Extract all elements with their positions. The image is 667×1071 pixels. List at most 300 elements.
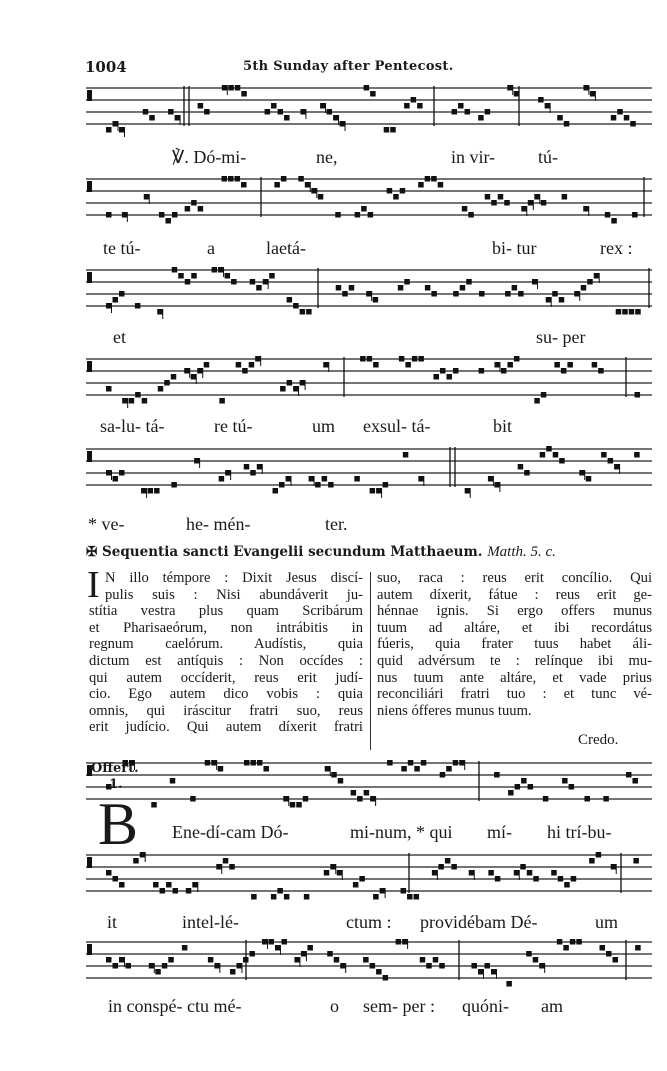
lyric-syllable: sem- per : [363,996,435,1016]
neume-note [340,963,346,969]
text-line: tuum ad altáre, et ibi recordátus [377,619,652,636]
neume-note [194,458,200,464]
chant-staff [86,445,652,501]
neume-note [494,772,500,778]
neume-note [494,482,500,488]
text-line: et Pharisaeórum, non intrábitis in [89,619,363,636]
neume-note [160,888,166,894]
neume-note [135,303,141,309]
neume-note [303,796,309,802]
neume-note [278,109,284,115]
neume-note [300,309,306,315]
neume-note [219,398,225,404]
neume-note [141,488,147,494]
neume-note [387,188,393,194]
lyric-syllable: in vir- [451,147,496,167]
neume-note [230,969,236,975]
neume-note [311,188,317,194]
neume-note [373,297,379,303]
neume-note [453,368,459,374]
text-line: omnis, qui iráscitur fratri suo, reus [89,702,363,719]
neume-note [632,778,638,784]
lyric-syllable: ter. [325,514,348,534]
neume-note [244,760,250,766]
neume-note [106,386,112,392]
neume-note [459,760,465,766]
neume-note [453,291,459,297]
neume-note [590,91,596,97]
lyric-syllable: rex : [600,238,633,258]
neume-note [184,368,190,374]
neume-note [539,963,545,969]
neume-note [527,870,533,876]
page-number: 1004 [85,58,127,76]
neume-note [426,963,432,969]
text-line: regnum caelórum. Audístis, quia [89,636,363,653]
neume-note [225,273,231,279]
lyric-syllable: te tú- [103,238,141,258]
neume-note [250,470,256,476]
neume-note [269,273,275,279]
neume-note [418,476,424,482]
neume-note [440,368,446,374]
neume-note [165,218,171,224]
neume-note [390,127,396,133]
neume-note [290,802,296,808]
neume-note [250,279,256,285]
neume-note [353,882,359,888]
offertory-mode: 1. [109,777,123,792]
neume-note [533,876,539,882]
neume-note [557,939,563,945]
text-line: qui autem occíderit, reus erit judí- [89,669,363,686]
neume-note [403,452,409,458]
lyric-syllable: a [207,238,215,258]
lyric-syllable: bi- tur [492,238,537,258]
neume-note [192,882,198,888]
neume-note [263,279,269,285]
neume-note [330,864,336,870]
neume-note [309,476,315,482]
neume-note [399,356,405,362]
neume-note [552,291,558,297]
neume-note [520,864,526,870]
clef-mark [87,857,92,868]
clef-mark [87,272,92,283]
neume-note [171,374,177,380]
neume-note [342,291,348,297]
neume-note [488,476,494,482]
neume-note [168,109,174,115]
neume-note [411,97,417,103]
offertory-initial: B [98,791,139,857]
clef-mark [87,181,92,192]
gospel-heading-text: ✠ Sequentia sancti Evangelii secundum Matthaeum. [86,544,483,560]
neume-note [401,766,407,772]
neume-note [154,488,160,494]
neume-note [438,182,444,188]
lyric-syllable: su- per [536,327,586,347]
neume-note [338,778,344,784]
gospel-reference: Matth. 5. c. [487,544,556,560]
neume-note [370,488,376,494]
lyric-syllable: ne, [316,147,338,167]
neume-note [173,888,179,894]
neume-note [256,285,262,291]
neume-note [265,109,271,115]
neume-note [594,273,600,279]
neume-note [402,939,408,945]
neume-note [322,476,328,482]
neume-note [601,452,607,458]
neume-note [357,796,363,802]
neume-note [589,858,595,864]
neume-note [405,362,411,368]
neume-note [228,176,234,182]
neume-note [366,291,372,297]
column-divider [370,572,371,750]
neume-note [431,291,437,297]
neume-note [494,362,500,368]
neume-note [178,273,184,279]
neume-note [446,374,452,380]
clef-mark [87,451,92,462]
neume-note [425,176,431,182]
lyric-syllable: bit [493,416,513,436]
neume-note [478,969,484,975]
text-line: nus tuum ante altáre, et vade prius [377,669,652,686]
chant-staff [86,759,652,815]
neume-note [608,458,614,464]
neume-note [296,802,302,808]
neume-note [586,476,592,482]
neume-note [106,212,112,218]
neume-note [396,939,402,945]
neume-note [106,303,112,309]
neume-note [158,386,164,392]
neume-note [581,285,587,291]
neume-note [545,103,551,109]
neume-note [485,109,491,115]
neume-note [327,109,333,115]
neume-note [629,309,635,315]
neume-note [225,470,231,476]
neume-note [592,362,598,368]
neume-note [465,488,471,494]
neume-note [505,291,511,297]
staff-svg [86,175,652,231]
page-header [85,58,645,82]
neume-note [376,488,382,494]
neume-note [197,368,203,374]
lyric-syllable: sa-lu- tá- [100,416,165,436]
neume-note [635,392,641,398]
neume-note [611,115,617,121]
gospel-column-left [89,570,363,736]
neume-note [507,85,512,91]
neume-note [583,206,589,212]
neume-note [612,957,618,963]
neume-note [611,864,617,870]
neume-note [431,176,437,182]
neume-note [325,766,331,772]
neume-note [211,760,217,766]
lyric-syllable: mi-num, * qui [350,822,453,842]
lyric-syllable: intel-lé- [182,912,239,932]
neume-note [359,876,365,882]
neume-note [340,121,346,127]
neume-note [349,285,355,291]
lyric-syllable: * ve- [88,514,125,534]
neume-note [218,766,224,772]
neume-note [398,285,404,291]
neume-note [433,374,439,380]
neume-note [190,796,196,802]
neume-note [113,297,119,303]
neume-note [185,206,191,212]
neume-note [277,888,283,894]
neume-note [488,870,494,876]
neume-note [287,380,293,386]
neume-note [446,766,452,772]
neume-note [144,194,150,200]
neume-note [521,778,527,784]
neume-note [445,858,451,864]
neume-note [304,894,310,900]
credo-rubric: Credo. [578,732,619,748]
neume-note [119,957,125,963]
text-line: niens ófferes munus tuum. [377,702,532,719]
neume-note [418,356,424,362]
neume-note [440,772,446,778]
neume-note [281,176,287,182]
neume-note [458,103,464,109]
neume-note [622,309,628,315]
staff-svg [86,445,652,501]
neume-note [305,182,311,188]
neume-note [598,368,604,374]
lyric-syllable: he- mén- [186,514,251,534]
lyric-syllable: quóni- [462,996,509,1016]
neume-note [507,362,513,368]
neume-note [219,476,225,482]
neume-note [606,951,612,957]
neume-note [279,482,285,488]
neume-note [583,85,589,91]
neume-note [318,194,324,200]
neume-note [119,291,125,297]
chant-staff [86,355,652,411]
neume-note [408,760,414,766]
neume-note [168,957,174,963]
neume-note [543,796,549,802]
neume-note [635,309,641,315]
neume-note [251,894,257,900]
text-line: suo, raca : reus erit concílio. Qui [377,570,652,586]
neume-note [471,963,477,969]
neume-note [557,115,563,121]
lyric-syllable: in conspé- ctu mé- [108,996,242,1016]
neume-note [360,356,366,362]
neume-note [327,951,333,957]
neume-note [546,297,552,303]
neume-note [553,452,559,458]
neume-note [630,121,636,127]
neume-note [364,85,370,91]
neume-note [283,796,289,802]
neume-note [514,91,520,97]
neume-note [460,285,466,291]
neume-note [384,127,390,133]
neume-note [106,127,112,133]
neume-note [300,109,306,115]
neume-note [273,488,279,494]
neume-note [113,476,119,482]
neume-note [182,945,188,951]
lyric-syllable: um [312,416,336,436]
neume-note [191,200,197,206]
neume-note [370,91,376,97]
neume-note [106,470,112,476]
neume-note [468,212,474,218]
neume-note [354,476,360,482]
gospel-column-right [377,570,652,719]
neume-note [562,194,568,200]
neume-note [212,267,218,273]
text-line: cio. Ego autem dico vobis : quia [89,686,363,703]
neume-note [149,963,155,969]
neume-note [119,127,125,133]
neume-note [599,945,605,951]
clef-mark [87,90,92,101]
neume-note [587,279,593,285]
neume-note [567,362,573,368]
lyric-syllable: Ene-dí-cam Dó- [172,822,289,842]
neume-note [293,386,299,392]
neume-note [383,482,389,488]
neume-note [241,91,247,97]
neume-note [498,194,504,200]
neume-note [368,212,374,218]
neume-note [235,85,241,91]
neume-note [363,957,369,963]
neume-note [370,796,376,802]
offertory-label: Offert. [91,761,139,776]
neume-note [255,356,261,362]
neume-note [521,206,527,212]
neume-note [495,876,501,882]
neume-note [439,963,445,969]
neume-note [564,882,570,888]
neume-note [275,945,281,951]
neume-note [367,356,373,362]
neume-note [140,852,146,858]
lyric-syllable: et [113,327,126,347]
neume-note [364,790,370,796]
neume-note [334,957,340,963]
neume-note [142,398,148,404]
neume-note [617,109,623,115]
neume-note [438,864,444,870]
neume-note [262,939,268,945]
staff-svg [86,84,652,140]
text-line: erit judício. Qui autem díxerit fratri [89,719,363,736]
neume-note [223,858,229,864]
neume-note [126,963,132,969]
neume-note [532,279,538,285]
neume-note [293,303,299,309]
neume-note [518,464,524,470]
neume-note [518,291,524,297]
text-line: quid advérsum te : relínque ibi mu- [377,652,652,669]
neume-note [551,870,557,876]
neume-note [634,452,640,458]
neume-note [271,894,277,900]
chant-staff [86,851,652,907]
text-line: dictum est antíquis : Non occídes : [89,652,363,669]
neume-note [420,957,426,963]
neume-note [236,963,242,969]
neume-note [452,109,458,115]
neume-note [143,109,149,115]
lyric-syllable: laetá- [266,238,306,258]
neume-note [404,279,410,285]
lyric-syllable: exsul- tá- [363,416,431,436]
neume-note [469,870,475,876]
text-line: stítia vestra plus quam Scribárum [89,603,363,620]
lyric-syllable: tú- [538,147,558,167]
neume-note [355,212,361,218]
staff-svg [86,355,652,411]
neume-note [287,297,293,303]
neume-note [504,200,510,206]
neume-note [559,297,565,303]
neume-note [208,957,214,963]
neume-note [514,356,520,362]
neume-note [328,482,334,488]
neume-note [172,212,178,218]
neume-note [561,368,567,374]
neume-note [414,894,420,900]
lyric-syllable: it [107,912,118,932]
neume-note [157,309,163,315]
neume-note [186,888,192,894]
neume-note [571,876,577,882]
lyric-syllable: mí- [487,822,512,842]
clef-mark [87,361,92,372]
staff-svg [86,938,652,994]
neume-note [204,362,210,368]
neume-note [337,870,343,876]
neume-note [113,121,119,127]
lyric-syllable: hi trí-bu- [547,822,612,842]
neume-note [400,188,406,194]
neume-note [191,273,197,279]
staff-svg [86,266,652,322]
neume-note [175,115,181,121]
neume-note [281,939,287,945]
lyric-syllable: providébam Dé- [420,912,538,932]
lyric-syllable: re tú- [214,416,253,436]
neume-note [514,870,520,876]
neume-note [106,870,112,876]
neume-note [541,392,547,398]
neume-note [361,206,367,212]
neume-note [433,957,439,963]
neume-note [506,981,512,987]
neume-note [380,888,386,894]
gospel-initial: I [87,564,100,606]
